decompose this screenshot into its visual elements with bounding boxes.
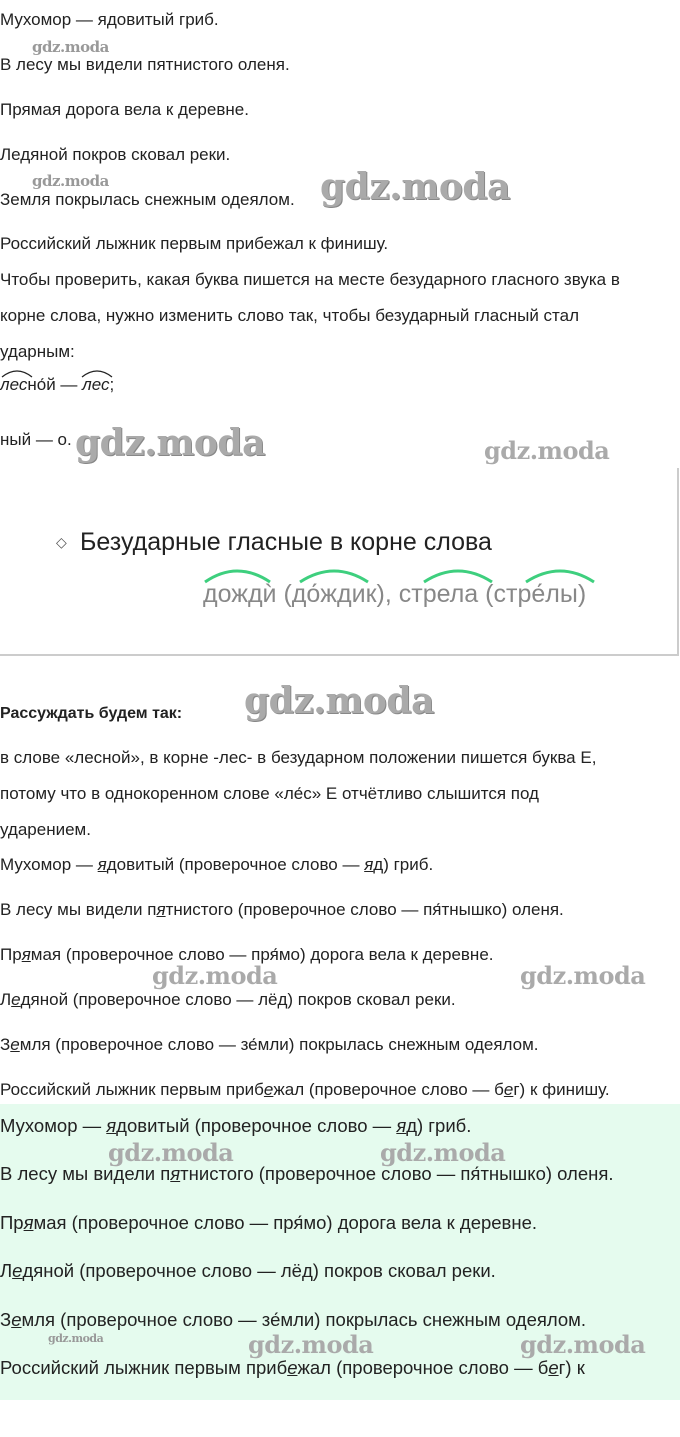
card-title: Безударные гласные в корне слова <box>80 528 492 556</box>
as6-vowel2: е <box>548 1357 559 1378</box>
answer-sentence-1 <box>0 1115 471 1137</box>
morpheme-root-1: лес <box>0 375 28 394</box>
answer-sentence-3 <box>0 1212 537 1234</box>
watermark: gdz.moda <box>32 38 109 56</box>
checked-sentence-1 <box>0 855 433 875</box>
intro-sentence-2: В лесу мы видели пятнистого оленя. <box>0 55 290 74</box>
morpheme-root-2-text: лес <box>82 375 110 394</box>
card-example-1: дождѝ <box>203 580 277 608</box>
cs2-mid: тнистого (проверочное слово — пя́тнышко) оленя. <box>165 900 564 919</box>
as5-pre: З <box>0 1309 12 1330</box>
morpheme-root-2 <box>82 375 109 394</box>
checked-sentence-6 <box>0 1080 610 1100</box>
card-examples <box>203 580 586 609</box>
watermark: gdz.moda <box>244 680 434 722</box>
cs1-pre: Мухомор — <box>0 855 98 874</box>
as6-pre: Российский лыжник первым приб <box>0 1357 288 1378</box>
reason-heading <box>0 704 182 724</box>
as3-pre: Пр <box>0 1212 24 1233</box>
checked-sentence-2 <box>0 900 564 920</box>
morpheme-dash: — <box>55 375 83 394</box>
as2-pre: В лесу мы видели п <box>0 1163 171 1184</box>
as6-vowel: е <box>287 1357 298 1378</box>
watermark: gdz.moda <box>152 961 278 990</box>
intro-sentence-4: Ледяной покров сковал реки. <box>0 145 231 164</box>
watermark: gdz.moda <box>484 436 610 465</box>
answer-sentence-4 <box>0 1260 496 1282</box>
morpheme-end: ; <box>109 375 115 394</box>
checked-sentence-4 <box>0 990 456 1010</box>
root-arc-2 <box>80 367 114 379</box>
card-example-3: стрела <box>398 580 479 608</box>
as4-pre: Л <box>0 1260 13 1281</box>
cs1-post: д) гриб. <box>373 855 434 874</box>
cs4-vowel: е <box>11 990 21 1009</box>
answer-block <box>0 1104 680 1400</box>
cut-line: ный — о. <box>0 430 72 449</box>
watermark: gdz.moda <box>108 1138 234 1167</box>
rule-line-1: Чтобы проверить, какая буква пишется на месте безударного гласного звука в <box>0 270 620 289</box>
watermark: gdz.moda <box>520 1330 646 1359</box>
as1-post: д) гриб. <box>406 1115 472 1136</box>
as1-vowel: я <box>106 1115 117 1136</box>
checked-sentence-5 <box>0 1035 539 1055</box>
watermark: gdz.moda <box>248 1330 374 1359</box>
card-example-2: (дождик), <box>283 580 392 608</box>
root-arc-1 <box>0 367 34 379</box>
cs2-vowel: я <box>156 900 166 919</box>
as4-vowel: е <box>12 1260 23 1281</box>
cs1-mid: довитый (проверочное слово — <box>106 855 365 874</box>
answer-sentence-2 <box>0 1163 614 1185</box>
morpheme-example <box>0 375 114 395</box>
as1-mid: довитый (проверочное слово — <box>116 1115 397 1136</box>
cs6-vowel2: е <box>503 1080 514 1099</box>
diamond-icon: ◇ <box>56 534 67 550</box>
cs3-pre: Пр <box>0 945 22 964</box>
cs1-vowel: я <box>97 855 107 874</box>
morpheme-suffix: но́й <box>27 375 56 394</box>
cs6-mid: жал (проверочное слово — б <box>273 1080 504 1099</box>
as2-mid: тнистого (проверочное слово — пя́тнышко) оленя. <box>180 1163 614 1184</box>
cs6-pre: Российский лыжник первым приб <box>0 1080 264 1099</box>
as6-post: г) к <box>558 1357 585 1378</box>
watermark: gdz.moda <box>48 1332 104 1345</box>
answer-sentence-6 <box>0 1357 585 1379</box>
watermark: gdz.moda <box>75 422 265 464</box>
cs4-pre: Л <box>0 990 12 1009</box>
cs1-vowel2: я <box>364 855 374 874</box>
intro-sentence-3: Прямая дорога вела к деревне. <box>0 100 249 119</box>
cs3-mid: мая (проверочное слово — пря́мо) дорога вела к деревне. <box>30 945 494 964</box>
as3-mid: мая (проверочное слово — пря́мо) дорога вела к деревне. <box>33 1212 538 1233</box>
as6-mid: жал (проверочное слово — б <box>297 1357 549 1378</box>
answer-sentence-5 <box>0 1309 586 1331</box>
as3-vowel: я <box>23 1212 34 1233</box>
watermark: gdz.moda <box>520 961 646 990</box>
cs6-post: г) к финишу. <box>513 1080 610 1099</box>
intro-sentence-1: Мухомор — ядовитый гриб. <box>0 10 219 29</box>
as2-vowel: я <box>170 1163 181 1184</box>
as1-pre: Мухомор — <box>0 1115 107 1136</box>
checked-sentence-3 <box>0 945 494 965</box>
watermark: gdz.moda <box>380 1138 506 1167</box>
intro-sentence-5: Земля покрылась снежным одеялом. <box>0 190 295 209</box>
rule-line-3: ударным: <box>0 342 75 361</box>
cs4-mid: дяной (проверочное слово — лёд) покров сковал реки. <box>20 990 456 1009</box>
cs6-vowel: е <box>263 1080 274 1099</box>
cs5-mid: мля (проверочное слово — зе́мли) покрылась снежным одеялом. <box>19 1035 539 1054</box>
reason-heading-text: Рассуждать будем так: <box>0 705 183 722</box>
cs3-vowel: я <box>21 945 31 964</box>
watermark: gdz.moda <box>320 166 510 208</box>
as5-mid: мля (проверочное слово — зе́мли) покрылась снежным одеялом. <box>21 1309 587 1330</box>
reason-line-3: ударением. <box>0 820 91 839</box>
watermark: gdz.moda <box>32 172 109 190</box>
intro-sentence-6: Российский лыжник первым прибежал к финишу. <box>0 234 389 253</box>
cs2-pre: В лесу мы видели п <box>0 900 157 919</box>
cs5-pre: З <box>0 1035 11 1054</box>
card-example-4: (стрелы) <box>485 580 587 608</box>
as4-mid: дяной (проверочное слово — лёд) покров сковал реки. <box>22 1260 496 1281</box>
reason-line-1: в слове «лесной», в корне -лес- в безударном положении пишется буква Е, <box>0 748 597 767</box>
cs5-vowel: е <box>10 1035 20 1054</box>
rule-line-2: корне слова, нужно изменить слово так, чтобы безударный гласный стал <box>0 306 580 325</box>
as1-vowel2: я <box>396 1115 407 1136</box>
reason-line-2: потому что в однокоренном слове «ле́с» Е отчётливо слышится под <box>0 784 539 803</box>
as5-vowel: е <box>11 1309 22 1330</box>
